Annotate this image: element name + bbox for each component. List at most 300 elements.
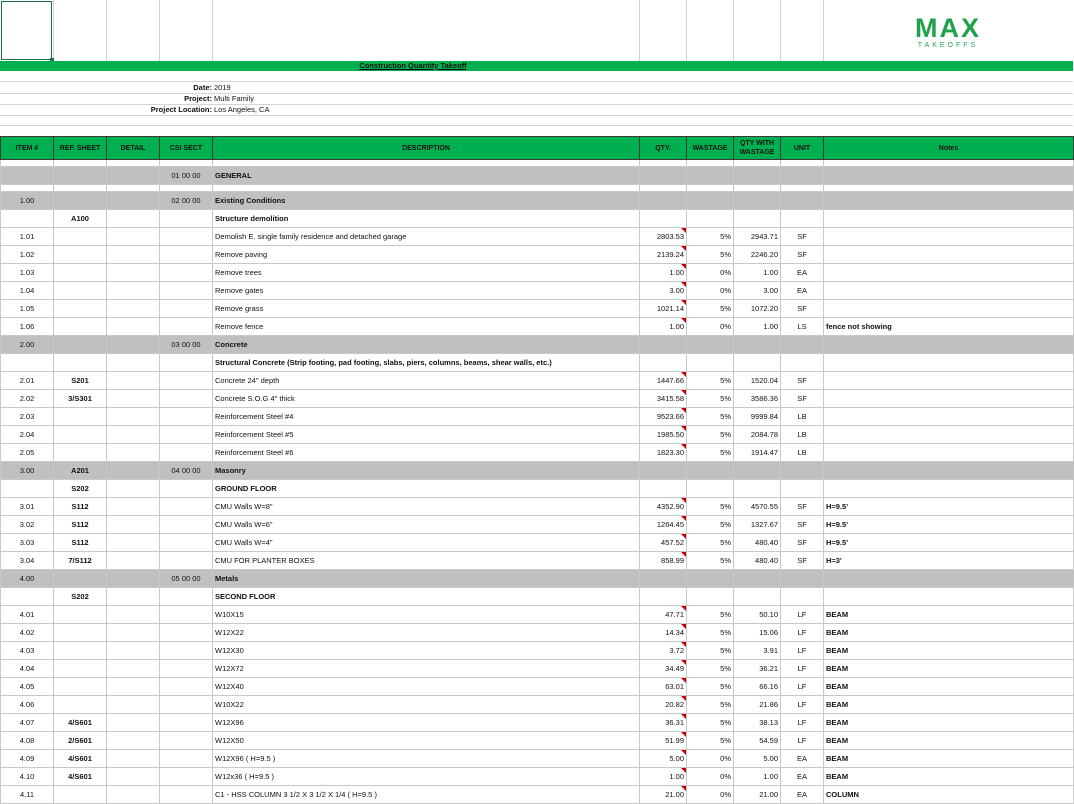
cell-csi-sect[interactable] xyxy=(160,444,213,462)
cell-ref-sheet[interactable] xyxy=(54,160,107,167)
cell-wastage[interactable] xyxy=(687,210,734,228)
cell-unit[interactable]: SF xyxy=(781,498,824,516)
cell-qty-with-wastage[interactable]: 3.91 xyxy=(734,642,781,660)
cell-description[interactable]: Concrete S.O.G 4" thick xyxy=(213,390,640,408)
cell-notes[interactable] xyxy=(824,160,1074,167)
cell-notes[interactable] xyxy=(824,185,1074,192)
cell-wastage[interactable]: 5% xyxy=(687,246,734,264)
cell-qty[interactable]: 21.00 xyxy=(640,786,687,804)
cell-detail[interactable] xyxy=(107,768,160,786)
cell-description[interactable]: Demolish E. single family residence and detached garage xyxy=(213,228,640,246)
cell-item[interactable]: 1.01 xyxy=(1,228,54,246)
cell-qty[interactable]: 47.71 xyxy=(640,606,687,624)
cell-qty[interactable]: 858.99 xyxy=(640,552,687,570)
cell-qty[interactable]: 3.72 xyxy=(640,642,687,660)
cell-notes[interactable]: BEAM xyxy=(824,606,1074,624)
cell-description[interactable]: W12X30 xyxy=(213,642,640,660)
cell-notes[interactable] xyxy=(824,354,1074,372)
cell-notes[interactable]: BEAM xyxy=(824,696,1074,714)
cell-qty-with-wastage[interactable]: 1327.67 xyxy=(734,516,781,534)
cell-item[interactable]: 3.03 xyxy=(1,534,54,552)
cell-description[interactable]: Metals xyxy=(213,570,640,588)
cell-ref-sheet[interactable] xyxy=(54,185,107,192)
cell-wastage[interactable]: 0% xyxy=(687,768,734,786)
cell-ref-sheet[interactable] xyxy=(54,336,107,354)
cell-qty-with-wastage[interactable]: 1072.20 xyxy=(734,300,781,318)
cell-detail[interactable] xyxy=(107,160,160,167)
cell-qty[interactable] xyxy=(640,160,687,167)
cell-notes[interactable] xyxy=(824,246,1074,264)
cell-notes[interactable]: BEAM xyxy=(824,768,1074,786)
cell-detail[interactable] xyxy=(107,588,160,606)
cell-qty[interactable] xyxy=(640,588,687,606)
cell-unit[interactable]: SF xyxy=(781,552,824,570)
cell-detail[interactable] xyxy=(107,570,160,588)
cell-wastage[interactable]: 5% xyxy=(687,426,734,444)
cell-detail[interactable] xyxy=(107,167,160,185)
cell-ref-sheet[interactable] xyxy=(54,426,107,444)
cell-item[interactable] xyxy=(1,588,54,606)
cell-detail[interactable] xyxy=(107,192,160,210)
cell-item[interactable]: 4.07 xyxy=(1,714,54,732)
cell-csi-sect[interactable] xyxy=(160,498,213,516)
cell-detail[interactable] xyxy=(107,624,160,642)
cell-qty-with-wastage[interactable]: 1.00 xyxy=(734,264,781,282)
cell-qty-with-wastage[interactable] xyxy=(734,185,781,192)
cell-detail[interactable] xyxy=(107,336,160,354)
cell-csi-sect[interactable] xyxy=(160,678,213,696)
cell-item[interactable] xyxy=(1,167,54,185)
cell-qty[interactable]: 1823.30 xyxy=(640,444,687,462)
cell-unit[interactable]: SF xyxy=(781,228,824,246)
cell-description[interactable]: CMU Walls W=4" xyxy=(213,534,640,552)
cell-item[interactable]: 2.02 xyxy=(1,390,54,408)
cell-qty[interactable]: 3415.58 xyxy=(640,390,687,408)
cell-ref-sheet[interactable]: 4/S601 xyxy=(54,750,107,768)
cell-ref-sheet[interactable] xyxy=(54,786,107,804)
cell-ref-sheet[interactable] xyxy=(54,264,107,282)
cell-qty-with-wastage[interactable]: 480.40 xyxy=(734,534,781,552)
cell-notes[interactable]: fence not showing xyxy=(824,318,1074,336)
cell-unit[interactable]: SF xyxy=(781,390,824,408)
cell-qty-with-wastage[interactable]: 54.59 xyxy=(734,732,781,750)
cell-unit[interactable]: LF xyxy=(781,624,824,642)
cell-qty[interactable]: 51.99 xyxy=(640,732,687,750)
cell-ref-sheet[interactable] xyxy=(54,444,107,462)
selected-cell[interactable] xyxy=(1,1,52,60)
cell-csi-sect[interactable] xyxy=(160,210,213,228)
cell-description[interactable]: W12X72 xyxy=(213,660,640,678)
cell-detail[interactable] xyxy=(107,444,160,462)
cell-csi-sect[interactable] xyxy=(160,426,213,444)
cell-csi-sect[interactable]: 01 00 00 xyxy=(160,167,213,185)
cell-csi-sect[interactable] xyxy=(160,372,213,390)
cell-qty[interactable] xyxy=(640,354,687,372)
cell-notes[interactable] xyxy=(824,390,1074,408)
cell-item[interactable]: 4.03 xyxy=(1,642,54,660)
cell-description[interactable]: Reinforcement Steel #4 xyxy=(213,408,640,426)
header-qty[interactable]: QTY. xyxy=(640,137,687,160)
cell-qty-with-wastage[interactable]: 38.13 xyxy=(734,714,781,732)
cell-ref-sheet[interactable]: 4/S601 xyxy=(54,714,107,732)
header-csi-sect[interactable]: CSI SECT xyxy=(160,137,213,160)
cell-qty[interactable]: 14.34 xyxy=(640,624,687,642)
cell-description[interactable]: Structural Concrete (Strip footing, pad footing, slabs, piers, columns, beams, shear walls, etc.) xyxy=(213,354,640,372)
cell-qty-with-wastage[interactable]: 1914.47 xyxy=(734,444,781,462)
cell-qty-with-wastage[interactable]: 15.06 xyxy=(734,624,781,642)
cell-qty[interactable]: 5.00 xyxy=(640,750,687,768)
cell-detail[interactable] xyxy=(107,390,160,408)
cell-wastage[interactable]: 5% xyxy=(687,678,734,696)
cell-qty-with-wastage[interactable]: 66.16 xyxy=(734,678,781,696)
cell-wastage[interactable]: 0% xyxy=(687,264,734,282)
cell-description[interactable]: W10X22 xyxy=(213,696,640,714)
cell-wastage[interactable]: 0% xyxy=(687,282,734,300)
cell-notes[interactable]: BEAM xyxy=(824,660,1074,678)
cell-csi-sect[interactable] xyxy=(160,624,213,642)
cell-wastage[interactable] xyxy=(687,588,734,606)
cell-description[interactable]: Concrete xyxy=(213,336,640,354)
cell-notes[interactable] xyxy=(824,570,1074,588)
cell-qty-with-wastage[interactable]: 36.21 xyxy=(734,660,781,678)
cell-qty-with-wastage[interactable]: 1520.04 xyxy=(734,372,781,390)
cell-description[interactable]: Concrete 24" depth xyxy=(213,372,640,390)
cell-wastage[interactable]: 5% xyxy=(687,534,734,552)
cell-csi-sect[interactable] xyxy=(160,185,213,192)
cell-unit[interactable]: LF xyxy=(781,678,824,696)
cell-detail[interactable] xyxy=(107,300,160,318)
cell-qty[interactable]: 3.00 xyxy=(640,282,687,300)
cell-detail[interactable] xyxy=(107,696,160,714)
cell-qty[interactable]: 457.52 xyxy=(640,534,687,552)
cell-unit[interactable]: LB xyxy=(781,426,824,444)
cell-detail[interactable] xyxy=(107,210,160,228)
header-item[interactable]: ITEM # xyxy=(1,137,54,160)
cell-notes[interactable] xyxy=(824,462,1074,480)
cell-item[interactable]: 2.04 xyxy=(1,426,54,444)
cell-item[interactable]: 1.05 xyxy=(1,300,54,318)
cell-wastage[interactable] xyxy=(687,480,734,498)
cell-qty[interactable]: 2803.53 xyxy=(640,228,687,246)
cell-wastage[interactable] xyxy=(687,462,734,480)
cell-ref-sheet[interactable] xyxy=(54,678,107,696)
cell-detail[interactable] xyxy=(107,750,160,768)
cell-qty-with-wastage[interactable]: 4570.55 xyxy=(734,498,781,516)
cell-wastage[interactable]: 5% xyxy=(687,516,734,534)
cell-description[interactable] xyxy=(213,185,640,192)
cell-item[interactable]: 4.09 xyxy=(1,750,54,768)
cell-item[interactable]: 4.08 xyxy=(1,732,54,750)
cell-qty[interactable] xyxy=(640,192,687,210)
cell-qty-with-wastage[interactable]: 21.00 xyxy=(734,786,781,804)
cell-qty-with-wastage[interactable]: 3.00 xyxy=(734,282,781,300)
cell-ref-sheet[interactable]: S112 xyxy=(54,516,107,534)
cell-unit[interactable]: LF xyxy=(781,606,824,624)
info-date-value[interactable]: 2019 xyxy=(214,83,231,92)
header-detail[interactable]: DETAIL xyxy=(107,137,160,160)
cell-item[interactable]: 1.00 xyxy=(1,192,54,210)
cell-qty-with-wastage[interactable]: 1.00 xyxy=(734,318,781,336)
cell-wastage[interactable]: 5% xyxy=(687,696,734,714)
cell-unit[interactable]: EA xyxy=(781,786,824,804)
cell-wastage[interactable]: 0% xyxy=(687,750,734,768)
cell-detail[interactable] xyxy=(107,516,160,534)
cell-item[interactable] xyxy=(1,480,54,498)
cell-detail[interactable] xyxy=(107,642,160,660)
cell-item[interactable]: 3.02 xyxy=(1,516,54,534)
cell-unit[interactable] xyxy=(781,588,824,606)
cell-wastage[interactable]: 5% xyxy=(687,606,734,624)
cell-detail[interactable] xyxy=(107,185,160,192)
cell-qty-with-wastage[interactable] xyxy=(734,167,781,185)
cell-qty-with-wastage[interactable] xyxy=(734,570,781,588)
cell-unit[interactable]: SF xyxy=(781,372,824,390)
cell-wastage[interactable]: 5% xyxy=(687,228,734,246)
info-project-value[interactable]: Multi Family xyxy=(214,94,255,103)
cell-unit[interactable] xyxy=(781,354,824,372)
cell-description[interactable]: Remove fence xyxy=(213,318,640,336)
cell-item[interactable]: 3.00 xyxy=(1,462,54,480)
cell-detail[interactable] xyxy=(107,282,160,300)
cell-ref-sheet[interactable] xyxy=(54,408,107,426)
cell-unit[interactable] xyxy=(781,336,824,354)
cell-detail[interactable] xyxy=(107,480,160,498)
cell-wastage[interactable]: 5% xyxy=(687,300,734,318)
cell-qty[interactable] xyxy=(640,480,687,498)
cell-detail[interactable] xyxy=(107,714,160,732)
cell-csi-sect[interactable] xyxy=(160,660,213,678)
cell-csi-sect[interactable] xyxy=(160,732,213,750)
cell-description[interactable]: GENERAL xyxy=(213,167,640,185)
info-location-value[interactable]: Los Angeles, CA xyxy=(214,105,270,114)
cell-qty[interactable] xyxy=(640,210,687,228)
cell-unit[interactable]: EA xyxy=(781,282,824,300)
cell-notes[interactable] xyxy=(824,480,1074,498)
cell-qty[interactable]: 4352.90 xyxy=(640,498,687,516)
cell-description[interactable]: Reinforcement Steel #6 xyxy=(213,444,640,462)
cell-qty-with-wastage[interactable] xyxy=(734,480,781,498)
cell-description[interactable]: W12X96 ( H=9.5 ) xyxy=(213,750,640,768)
cell-qty[interactable]: 1.00 xyxy=(640,318,687,336)
cell-qty[interactable] xyxy=(640,185,687,192)
cell-item[interactable]: 4.02 xyxy=(1,624,54,642)
cell-qty[interactable]: 63.01 xyxy=(640,678,687,696)
cell-item[interactable]: 4.06 xyxy=(1,696,54,714)
cell-csi-sect[interactable] xyxy=(160,318,213,336)
cell-qty-with-wastage[interactable]: 2084.78 xyxy=(734,426,781,444)
cell-description[interactable]: Remove trees xyxy=(213,264,640,282)
cell-csi-sect[interactable] xyxy=(160,390,213,408)
cell-description[interactable]: W10X15 xyxy=(213,606,640,624)
cell-description[interactable]: Remove paving xyxy=(213,246,640,264)
cell-detail[interactable] xyxy=(107,354,160,372)
cell-wastage[interactable]: 5% xyxy=(687,408,734,426)
cell-unit[interactable]: EA xyxy=(781,768,824,786)
cell-unit[interactable] xyxy=(781,167,824,185)
cell-csi-sect[interactable] xyxy=(160,786,213,804)
cell-qty-with-wastage[interactable] xyxy=(734,210,781,228)
cell-item[interactable]: 1.04 xyxy=(1,282,54,300)
cell-qty-with-wastage[interactable]: 1.00 xyxy=(734,768,781,786)
cell-wastage[interactable] xyxy=(687,336,734,354)
header-description[interactable]: DESCRIPTION xyxy=(213,137,640,160)
cell-detail[interactable] xyxy=(107,408,160,426)
cell-qty-with-wastage[interactable]: 2943.71 xyxy=(734,228,781,246)
cell-csi-sect[interactable] xyxy=(160,408,213,426)
cell-description[interactable]: SECOND FLOOR xyxy=(213,588,640,606)
cell-ref-sheet[interactable] xyxy=(54,642,107,660)
cell-csi-sect[interactable] xyxy=(160,354,213,372)
cell-csi-sect[interactable] xyxy=(160,588,213,606)
cell-unit[interactable]: LS xyxy=(781,318,824,336)
cell-notes[interactable] xyxy=(824,228,1074,246)
cell-detail[interactable] xyxy=(107,732,160,750)
cell-csi-sect[interactable] xyxy=(160,300,213,318)
cell-detail[interactable] xyxy=(107,318,160,336)
cell-unit[interactable]: LF xyxy=(781,642,824,660)
cell-wastage[interactable] xyxy=(687,185,734,192)
cell-ref-sheet[interactable]: S201 xyxy=(54,372,107,390)
cell-wastage[interactable] xyxy=(687,354,734,372)
cell-unit[interactable]: SF xyxy=(781,300,824,318)
cell-wastage[interactable]: 5% xyxy=(687,390,734,408)
cell-unit[interactable]: SF xyxy=(781,246,824,264)
cell-wastage[interactable]: 5% xyxy=(687,660,734,678)
cell-wastage[interactable] xyxy=(687,192,734,210)
cell-ref-sheet[interactable] xyxy=(54,354,107,372)
cell-csi-sect[interactable] xyxy=(160,552,213,570)
cell-qty[interactable]: 9523.66 xyxy=(640,408,687,426)
cell-notes[interactable] xyxy=(824,426,1074,444)
cell-qty-with-wastage[interactable]: 3586.36 xyxy=(734,390,781,408)
cell-ref-sheet[interactable] xyxy=(54,660,107,678)
cell-notes[interactable] xyxy=(824,264,1074,282)
cell-ref-sheet[interactable] xyxy=(54,167,107,185)
cell-qty-with-wastage[interactable]: 480.40 xyxy=(734,552,781,570)
header-unit[interactable]: UNIT xyxy=(781,137,824,160)
cell-csi-sect[interactable]: 04 00 00 xyxy=(160,462,213,480)
cell-item[interactable]: 4.10 xyxy=(1,768,54,786)
cell-wastage[interactable]: 5% xyxy=(687,498,734,516)
cell-notes[interactable]: BEAM xyxy=(824,732,1074,750)
cell-unit[interactable] xyxy=(781,570,824,588)
cell-description[interactable]: CMU Walls W=8" xyxy=(213,498,640,516)
cell-wastage[interactable]: 5% xyxy=(687,732,734,750)
header-qty-with-wastage[interactable]: QTY WITH WASTAGE xyxy=(734,137,781,160)
cell-item[interactable]: 2.01 xyxy=(1,372,54,390)
cell-ref-sheet[interactable] xyxy=(54,282,107,300)
cell-notes[interactable]: H=3' xyxy=(824,552,1074,570)
cell-notes[interactable] xyxy=(824,336,1074,354)
cell-item[interactable]: 2.05 xyxy=(1,444,54,462)
cell-unit[interactable]: EA xyxy=(781,264,824,282)
cell-notes[interactable] xyxy=(824,444,1074,462)
cell-csi-sect[interactable] xyxy=(160,516,213,534)
cell-description[interactable]: W12X96 xyxy=(213,714,640,732)
cell-qty[interactable] xyxy=(640,570,687,588)
cell-ref-sheet[interactable]: A201 xyxy=(54,462,107,480)
cell-csi-sect[interactable] xyxy=(160,534,213,552)
cell-item[interactable]: 4.04 xyxy=(1,660,54,678)
cell-detail[interactable] xyxy=(107,552,160,570)
cell-csi-sect[interactable]: 03 00 00 xyxy=(160,336,213,354)
cell-description[interactable]: GROUND FLOOR xyxy=(213,480,640,498)
cell-ref-sheet[interactable] xyxy=(54,246,107,264)
cell-notes[interactable]: BEAM xyxy=(824,624,1074,642)
cell-item[interactable] xyxy=(1,185,54,192)
cell-ref-sheet[interactable]: A100 xyxy=(54,210,107,228)
cell-notes[interactable] xyxy=(824,210,1074,228)
cell-notes[interactable]: H=9.5' xyxy=(824,516,1074,534)
cell-csi-sect[interactable] xyxy=(160,246,213,264)
cell-qty-with-wastage[interactable] xyxy=(734,336,781,354)
cell-wastage[interactable]: 0% xyxy=(687,318,734,336)
cell-qty[interactable]: 1.00 xyxy=(640,768,687,786)
cell-unit[interactable]: LB xyxy=(781,444,824,462)
cell-notes[interactable] xyxy=(824,588,1074,606)
cell-qty[interactable]: 1447.66 xyxy=(640,372,687,390)
cell-description[interactable] xyxy=(213,160,640,167)
cell-csi-sect[interactable] xyxy=(160,160,213,167)
cell-unit[interactable]: LB xyxy=(781,408,824,426)
cell-detail[interactable] xyxy=(107,786,160,804)
cell-qty-with-wastage[interactable]: 50.10 xyxy=(734,606,781,624)
cell-ref-sheet[interactable]: S112 xyxy=(54,498,107,516)
cell-ref-sheet[interactable] xyxy=(54,606,107,624)
header-ref-sheet[interactable]: REF. SHEET xyxy=(54,137,107,160)
cell-ref-sheet[interactable]: S202 xyxy=(54,480,107,498)
cell-qty[interactable]: 36.31 xyxy=(640,714,687,732)
cell-notes[interactable]: BEAM xyxy=(824,714,1074,732)
cell-qty[interactable] xyxy=(640,336,687,354)
cell-item[interactable]: 2.03 xyxy=(1,408,54,426)
cell-csi-sect[interactable] xyxy=(160,696,213,714)
cell-item[interactable]: 1.06 xyxy=(1,318,54,336)
cell-wastage[interactable]: 0% xyxy=(687,786,734,804)
cell-qty-with-wastage[interactable]: 2246.20 xyxy=(734,246,781,264)
cell-unit[interactable]: LF xyxy=(781,696,824,714)
cell-unit[interactable]: SF xyxy=(781,534,824,552)
cell-qty[interactable]: 1264.45 xyxy=(640,516,687,534)
cell-ref-sheet[interactable]: S112 xyxy=(54,534,107,552)
cell-item[interactable]: 3.04 xyxy=(1,552,54,570)
cell-unit[interactable] xyxy=(781,480,824,498)
cell-item[interactable]: 4.00 xyxy=(1,570,54,588)
cell-wastage[interactable] xyxy=(687,167,734,185)
cell-qty[interactable]: 34.49 xyxy=(640,660,687,678)
cell-qty[interactable]: 20.82 xyxy=(640,696,687,714)
cell-detail[interactable] xyxy=(107,660,160,678)
cell-item[interactable]: 2.00 xyxy=(1,336,54,354)
cell-unit[interactable] xyxy=(781,210,824,228)
cell-description[interactable]: Existing Conditions xyxy=(213,192,640,210)
cell-ref-sheet[interactable]: 3/S301 xyxy=(54,390,107,408)
cell-unit[interactable]: SF xyxy=(781,516,824,534)
cell-detail[interactable] xyxy=(107,606,160,624)
cell-description[interactable]: CMU FOR PLANTER BOXES xyxy=(213,552,640,570)
cell-unit[interactable]: LF xyxy=(781,660,824,678)
cell-notes[interactable] xyxy=(824,167,1074,185)
cell-item[interactable]: 1.03 xyxy=(1,264,54,282)
cell-detail[interactable] xyxy=(107,462,160,480)
cell-unit[interactable] xyxy=(781,160,824,167)
cell-wastage[interactable]: 5% xyxy=(687,444,734,462)
cell-description[interactable]: Masonry xyxy=(213,462,640,480)
cell-qty-with-wastage[interactable] xyxy=(734,462,781,480)
cell-wastage[interactable]: 5% xyxy=(687,714,734,732)
cell-wastage[interactable]: 5% xyxy=(687,624,734,642)
cell-wastage[interactable]: 5% xyxy=(687,642,734,660)
